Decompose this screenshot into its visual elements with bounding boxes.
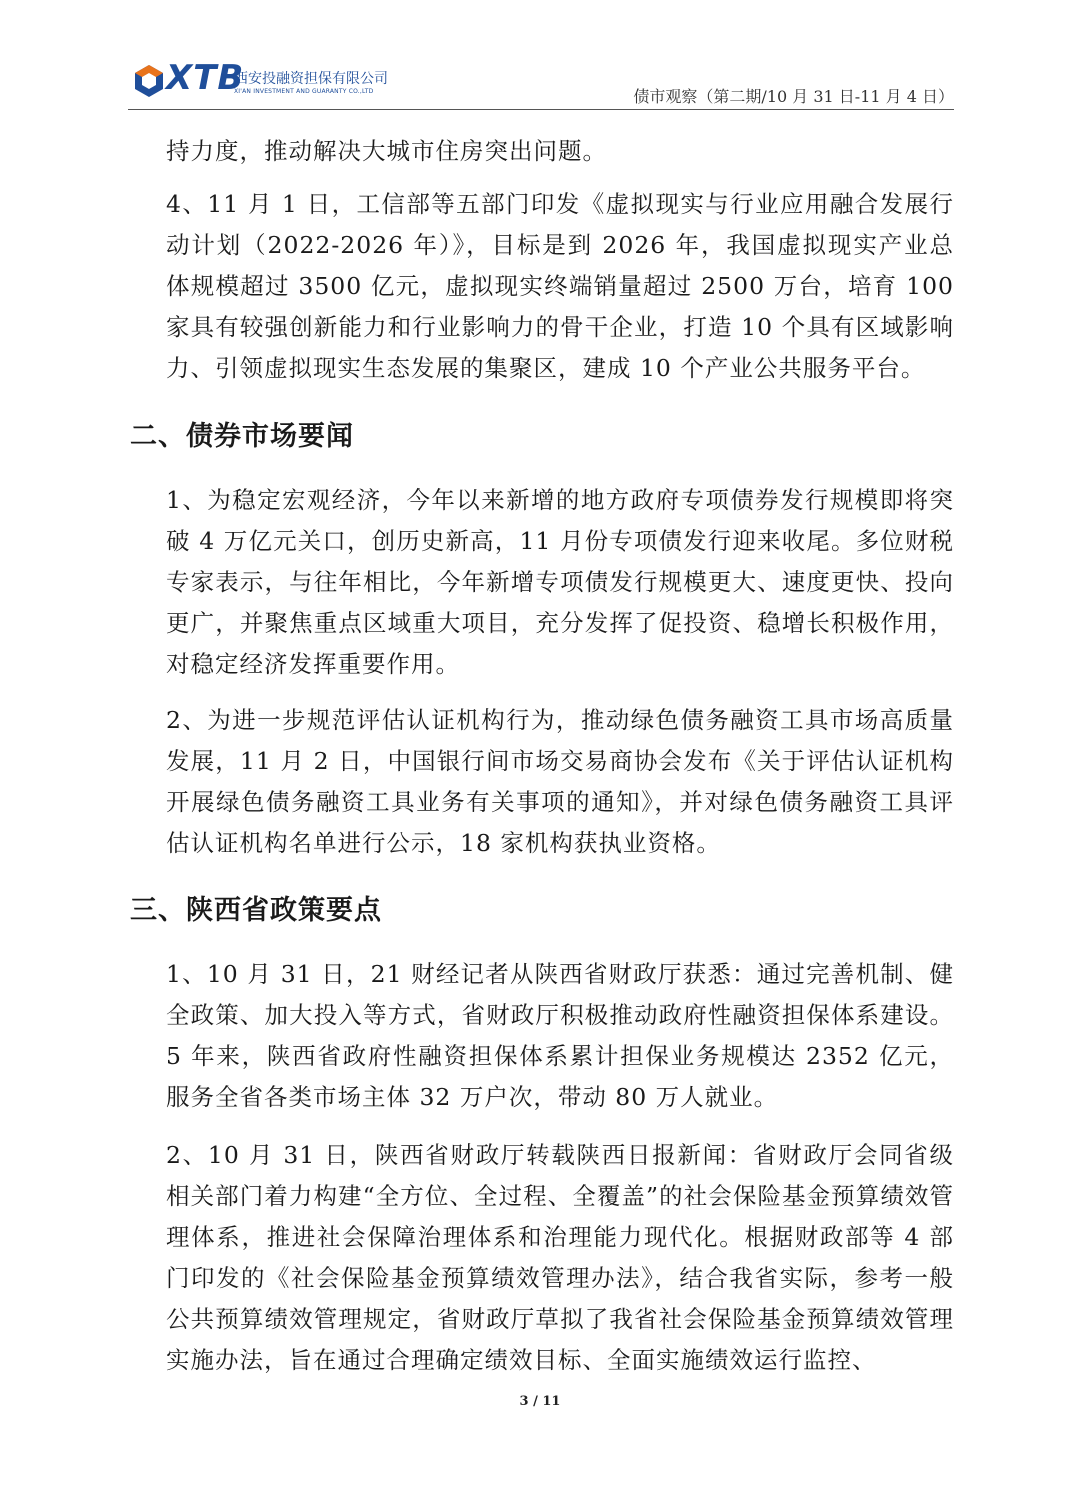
paragraph-bond-2: 2、为进一步规范评估认证机构行为，推动绿色债务融资工具市场高质量发展，11 月 2 日，中国银行间市场交易商协会发布《关于评估认证机构开展绿色债务融资工具业务有关事项的通知》，并对绿色债务融资工具评估认证机构名单进行公示，18 家机构获执业资格。 [166, 706, 954, 857]
page-header [0, 0, 1080, 112]
report-title: 债市观察（第二期/10 月 31 日-11 月 4 日） [633, 87, 954, 106]
paragraph-continued: 持力度，推动解决大城市住房突出问题。 [166, 137, 607, 165]
section-heading-shaanxi-policy: 三、陕西省政策要点 [130, 895, 382, 926]
paragraph-bond-1: 1、为稳定宏观经济，今年以来新增的地方政府专项债券发行规模即将突破 4 万亿元关口，创历史新高，11 月份专项债发行迎来收尾。多位财税专家表示，与往年相比，今年新增专项债发行规模更大、速度更快、投向更广，并聚焦重点区域重大项目，充分发挥了促投资、稳增长积极作用，对稳定经济发挥重要作用。 [166, 486, 954, 678]
logo-wordmark: XTB [166, 58, 245, 98]
company-name-cn: 西安投融资担保有限公司 [234, 71, 388, 87]
paragraph-item-4: 4、11 月 1 日，工信部等五部门印发《虚拟现实与行业应用融合发展行动计划（2022-2026 年）》，目标是到 2026 年，我国虚拟现实产业总体规模超过 3500 亿元，虚拟现实终端销量超过 2500 万台，培育 100 家具有较强创新能力和行业影响力的骨干企业，打造 10 个具有区域影响力、引领虚拟现实生态发展的集聚区，建成 10 个产业公共服务平台。 [166, 190, 954, 382]
paragraph-shaanxi-2: 2、10 月 31 日，陕西省财政厅转载陕西日报新闻：省财政厅会同省级相关部门着力构建“全方位、全过程、全覆盖”的社会保险基金预算绩效管理体系，推进社会保障治理体系和治理能力现代化。根据财政部等 4 部门印发的《社会保险基金预算绩效管理办法》，结合我省实际，参考一般公共预算绩效管理规定，省财政厅草拟了我省社会保险基金预算绩效管理实施办法，旨在通过合理确定绩效目标、全面实施绩效运行监控、 [166, 1141, 954, 1374]
header-divider [128, 109, 954, 110]
paragraph-shaanxi-1: 1、10 月 31 日，21 财经记者从陕西省财政厅获悉：通过完善机制、健全政策、加大投入等方式，省财政厅积极推动政府性融资担保体系建设。5 年来，陕西省政府性融资担保体系累计担保业务规模达 2352 亿元，服务全省各类市场主体 32 万户次，带动 80 万人就业。 [166, 960, 954, 1111]
page-number: 3 / 11 [519, 1394, 561, 1409]
section-heading-bond-market: 二、债券市场要闻 [130, 421, 354, 452]
company-name-en: XI'AN INVESTMENT AND GUARANTY CO.,LTD [234, 88, 374, 95]
company-logo-icon [134, 64, 164, 98]
